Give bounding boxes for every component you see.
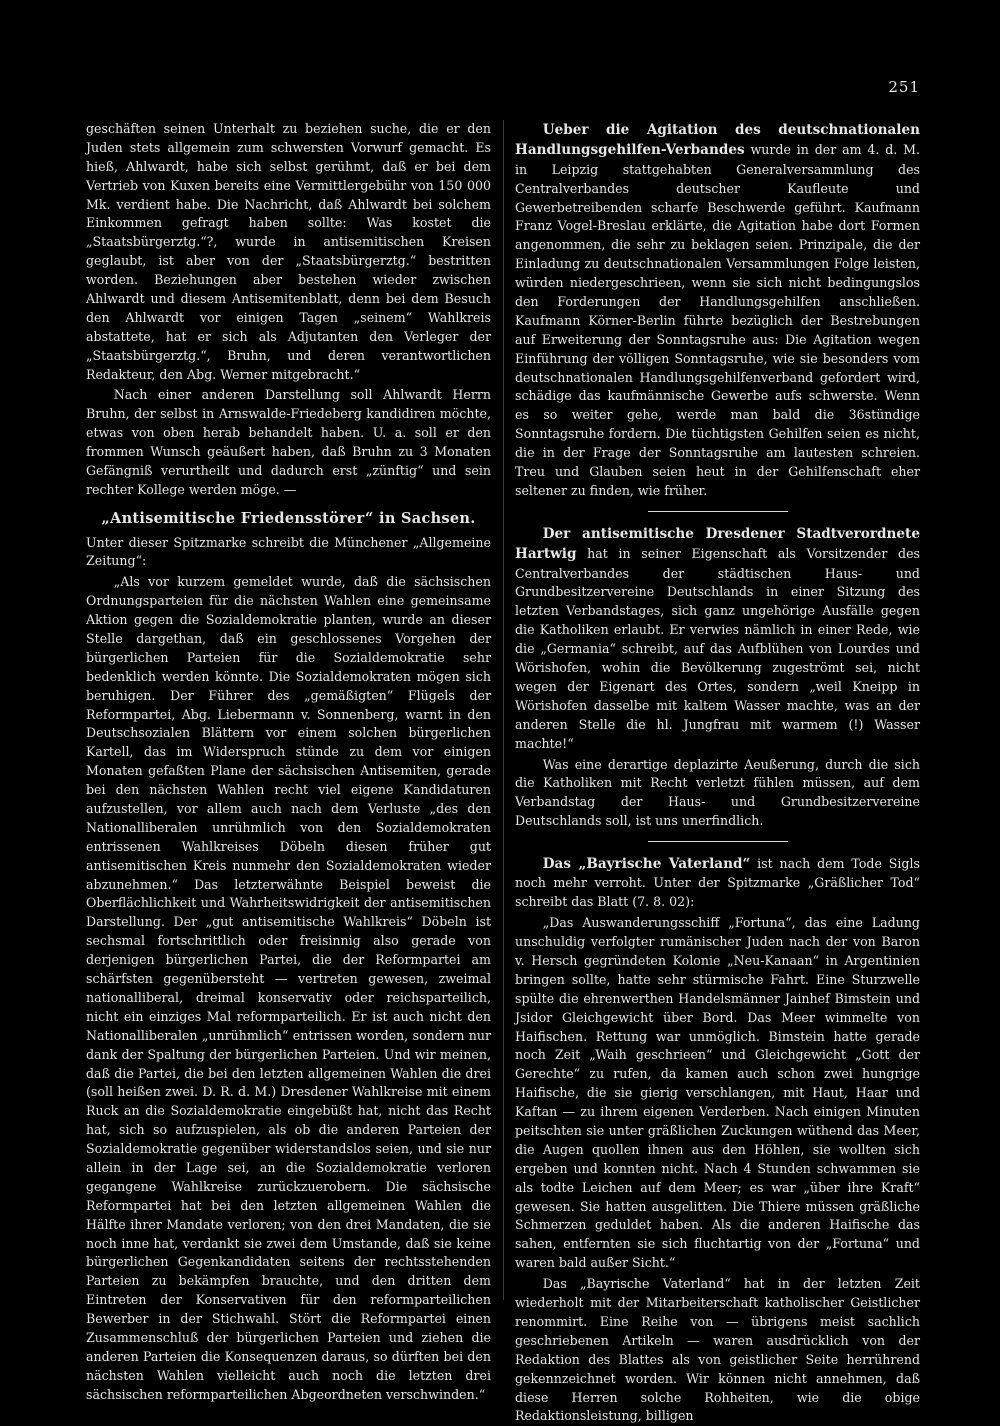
section-heading-hartwig: Der antisemitische Dresdener Stadtverordnete Hartwig: [515, 525, 920, 563]
right-section-1: [515, 120, 920, 501]
section-divider-1: [648, 511, 788, 512]
right-section-2: [515, 524, 920, 754]
section-divider-2: [648, 841, 788, 842]
right-section-3-quote: „Das Auswanderungsschiff „Fortuna“, das eine Ladung unschuldig verfolgter rumänischer Juden nach der von Baron v. Hersch gegründeten Kolonie „Neu-Kanaan“ in Argentinien bringen sollte, hatte sehr stürmische Fahrt. Eine Sturzwelle spülte die ehrenwerthen Handelsmänner Jainhef Bimstein und Jsidor Gleichgewicht über Bord. Das Meer wimmelte von Haifischen. Rettung war unmöglich. Bimstein hatte gerade noch Zeit „Waih geschrieen“ und Gleichgewicht „Gott der Gerechte“ zu rufen, da kamen auch schon zwei hungrige Haifische, die sie gierig verschlangen, mit Haut, Haar und Kaftan — zu ihrem eigenen Verderben. Nach einigen Minuten peitschten sie unter gräßlichen Zuckungen wüthend das Meer, die Augen quollen ihnen aus den Höhlen, sie wollten sich ergeben und konnten nicht. Nach 4 Stunden schwammen sie als todte Leichen auf dem Meer; es war „über ihre Kraft“ gewesen. Sie hatten ausgelitten. Die Thiere müssen gräßliche Schmerzen geduldet haben. Als die anderen Haifische das sahen, entfernten sie sich fluchtartig von der „Fortuna“ und waren bald außer Sicht.“: [515, 915, 920, 1271]
page-number: 251: [888, 78, 920, 96]
right-section-3-paragraph-3: Das „Bayrische Vaterland“ hat in der letzten Zeit wiederholt mit der Mitarbeiterschaft katholischer Geistlicher renommirt. Eine Reihe von — übrigens meist sachlich geschriebenen Artikeln — waren ausdrücklich von der Redaktion des Blattes als von geistlicher Seite herrührend gekennzeichnet worden. Wir können nicht annehmen, daß diese Herren solche Rohheiten, wie die obige Redaktionsleistung, billigen: [515, 1276, 920, 1424]
right-column: [515, 120, 920, 1426]
left-paragraph-1: geschäften seinen Unterhalt zu beziehen suche, die er den Juden stets allgemein zum schwersten Vorwurf gemacht. Es hieß, Ahlwardt, habe sich selbst gerühmt, daß er bei dem Vertrieb von Kuxen bereits eine Vermittlergebühr von 150 000 Mk. verdient habe. Die Nachricht, daß Ahlwardt bei solchem Einkommen gefragt haben sollte: Was kostet die „Staatsbürgerztg.“?, wurde in antisemitischen Kreisen geglaubt, ist aber von der „Staatsbürgerztg.“ bestritten worden. Beziehungen aber bestehen wieder zwischen Ahlwardt und diesem Antisemitenblatt, denn bei dem Besuch den Ahlwardt vor einigen Tagen „seinem“ Wahlkreis abstattete, hat er sich als Adjutanten den Verleger der „Staatsbürgerztg.“, Bruhn, und deren verantwortlichen Redakteur, den Abg. Werner mitgebracht.“: [86, 121, 491, 382]
right-section-2-paragraph-2: Was eine derartige deplazirte Aeußerung, durch die sich die Katholiken mit Recht verletzt fühlen müssen, auf dem Verbandstag der Haus- und Grundbesitzervereine Deutschlands soll, ist uns unerfindlich.: [515, 756, 920, 829]
column-divider: [503, 120, 504, 1300]
right-section-1-text: wurde in der am 4. d. M. in Leipzig stattgehabten Generalversammlung des Centralverbandes deutscher Kaufleute und Gewerbetreibenden scharfe Beschwerde geführt. Kaufmann Franz Vogel-Breslau erklärte, die Agitation habe dort Formen angenommen, die sehr zu beklagen seien. Prinzipale, die der Einladung zu deutschnationalen Versammlungen Folge leisten, würden niedergeschrieen, wenn sie sich nicht bedingungslos den Forderungen der Handlungsgehilfen anschließen. Kaufmann Körner-Berlin führte bezüglich der Bestrebungen auf Erweiterung der Sonntagsruhe aus: Die Agitation wegen Einführung der völligen Sonntagsruhe, wie sie besonders vom deutschnationalen Handlungsgehilfenverband gefordert wird, schädige das kaufmännische Gewerbe aufs schwerste. Wenn es so weiter gehe, werde man bald die 36stündige Sonntagsruhe fordern. Die tüchtigsten Gehilfen seien es nicht, die in der Frage der Sonntagsruhe am lautesten schreien. Treu und Glauben seien heut in der Gehilfenschaft eher seltener zu finden, wie früher.: [515, 142, 920, 498]
left-paragraph-2: Nach einer anderen Darstellung soll Ahlwardt Herrn Bruhn, der selbst in Arnswalde-Friedeberg kandidiren möchte, etwas von oben herab behandelt haben. U. a. soll er den frommen Wunsch geäußert haben, daß Bruhn zu 3 Monaten Gefängniß verurtheilt und dadurch erst „zünftig“ und sein rechter Kollege werden möge. —: [86, 387, 491, 497]
section-heading-vaterland: Das „Bayrische Vaterland“: [542, 856, 751, 873]
section-heading-saxony: „Antisemitische Friedensstörer“ in Sachsen.: [101, 509, 476, 527]
left-paragraph-3: Unter dieser Spitzmarke schreibt die Münchener „Allgemeine Zeitung“:: [86, 534, 491, 569]
section-heading-agitation: Ueber die Agitation des deutschnationalen Handlungsgehilfen-Verbandes: [515, 122, 920, 159]
right-section-2-text: hat in seiner Eigenschaft als Vorsitzender des Centralverbandes der städtischen Haus- und Grundbesitzervereine Deutschlands in einer Sitzung des letzten Verbandstages, sich ganz ungehörige Ausfälle gegen die Katholiken erlaubt. Er verwies nämlich in einer Rede, wie die „Germania“ schreibt, auf das Aufblühen von Lourdes und Wörishofen, wohin die Bevölkerung zugeströmt sei, nicht wegen der Eigenart des Ortes, sondern „weil Kneipp in Wörishofen dasselbe mit kaltem Wasser machte, was an der anderen Stelle die hl. Jungfrau mit warmem (!) Wasser machte!“: [515, 546, 920, 751]
right-section-3-text: ist nach dem Tode Sigls noch mehr verroht. Unter der Spitzmarke „Gräßlicher Tod“ schreibt das Blatt (7. 8. 02):: [515, 856, 920, 910]
left-column: [86, 120, 491, 1405]
right-section-3: [515, 854, 920, 912]
left-paragraph-4: „Als vor kurzem gemeldet wurde, daß die sächsischen Ordnungsparteien für die nächsten Wahlen eine gemeinsame Aktion gegen die Sozialdemokratie planten, wurde an dieser Stelle dargethan, daß ein geschlossenes Vorgehen der bürgerlichen Parteien für die Sozialdemokratie sehr bedenklich werden könnte. Die Sozialdemokraten mögen sich beruhigen. Der Führer des „gemäßigten“ Flügels der Reformpartei, Abg. Liebermann v. Sonnenberg, warnt in den Deutschsozialen Blättern vor einem solchen bürgerlichen Kartell, das im Widerspruch stünde zu dem vor einigen Monaten gefaßten Plane der sächsischen Antisemiten, gerade bei den nächsten Wahlen recht viel eigene Kandidaturen aufzustellen, vor allem auch nach dem Verluste „des den Nationalliberalen unrühmlich von den Sozialdemokraten entrissenen Wahlkreises Döbeln diesen früher gut antisemitischen Kreis nunmehr den Sozialdemokraten wieder abzunehmen.“ Das letzterwähnte Beispiel beweist die Oberflächlichkeit und Wahrheitswidrigkeit der antisemitischen Darstellung. Der „gut antisemitische Wahlkreis“ Döbeln ist sechsmal fortschrittlich oder freisinnig also gerade von derjenigen bürgerlichen Partei, die der Reformpartei am schärfsten gegenübersteht — vertreten gewesen, zweimal nationalliberal, dreimal konservativ oder reichsparteilich, nicht ein einziges Mal reformparteilich. Er ist auch nicht den Nationalliberalen „unrühmlich“ entrissen worden, sondern nur dank der Spaltung der bürgerlichen Parteien. Und wir meinen, daß die Partei, die bei den letzten allgemeinen Wahlen die drei (soll heißen zwei. D. R. d. M.) Dresdener Wahlkreise mit einem Ruck an die Sozialdemokratie eingebüßt hat, nicht das Recht hat, sich so aufzuspielen, als ob die anderen Parteien der Sozialdemokratie gegenüber widerstandslos seien, und sie nur allein in der Lage sei, an die Sozialdemokratie verloren gegangene Wahlkreise zurückzuerobern. Die sächsische Reformpartei hat bei den letzten allgemeinen Wahlen die Hälfte ihrer Mandate verloren; von den drei Mandaten, die sie noch inne hat, verdankt sie zwei dem Umstande, daß sie keine bürgerlichen Gegenkandidaten seitens der rechtsstehenden Parteien zu bekämpfen brauchte, und den dritten dem Eintreten der Konservativen für den reformparteilichen Bewerber in der Stichwahl. Stört die Reformpartei einen Zusammenschluß der bürgerlichen Parteien und ziehen die anderen Parteien die Konsequenzen daraus, so dürften bei den nächsten Wahlen vielleicht auch noch die letzten drei sächsischen reformparteilichen Abgeordneten verschwinden.“: [86, 574, 491, 1402]
